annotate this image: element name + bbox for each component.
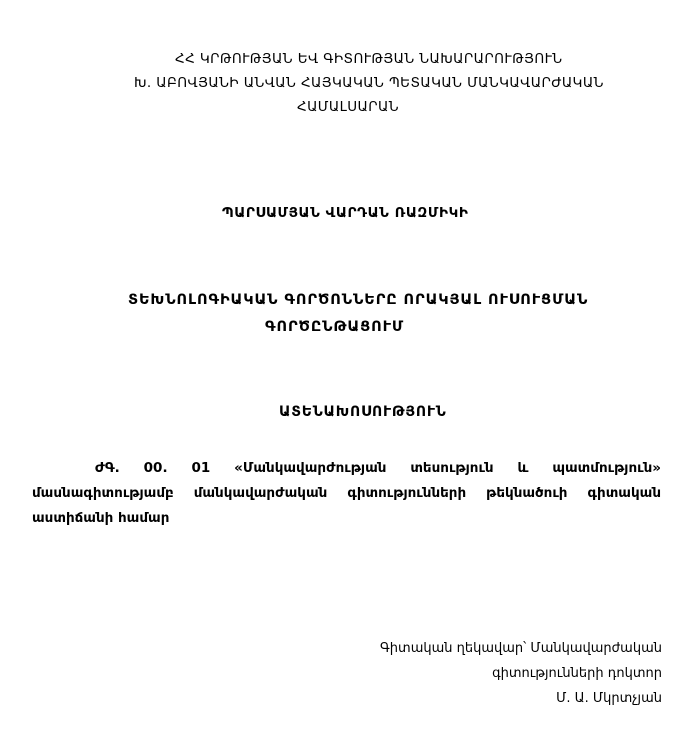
supervisor-name: Մ. Ա. Մկրտչյան [556, 691, 662, 706]
supervisor-degree: գիտությունների դոկտոր [492, 666, 662, 681]
specialty-line-1: ԺԳ. 00. 01 «Մանկավարժության տեսություն և պատմություն» [95, 460, 661, 476]
specialty-line-2: մասնագիտությամբ մանկավարժական գիտությունների թեկնածուի գիտական [32, 485, 661, 501]
document-type: ԱՏԵՆԱԽՈՍՈՒԹՅՈՒՆ [279, 404, 447, 420]
ministry-name: ՀՀ ԿՐԹՈՒԹՅԱՆ ԵՎ ԳԻՏՈՒԹՅԱՆ ՆԱԽԱՐԱՐՈՒԹՅՈՒՆ [175, 51, 563, 67]
university-name-line-2: ՀԱՄԱԼՍԱՐԱՆ [297, 99, 400, 115]
specialty-line-3: աստիճանի համար [32, 510, 170, 526]
dissertation-title-line-1: ՏԵԽՆՈԼՈԳԻԱԿԱՆ ԳՈՐԾՈՆՆԵՐԸ ՈՐԱԿՅԱԼ ՈՒՍՈՒՑՄԱՆ [128, 292, 589, 308]
supervisor-title: Գիտական ղեկավար՝ Մանկավարժական [380, 641, 662, 656]
university-name-line-1: Խ. ԱԲՈՎՅԱՆԻ ԱՆՎԱՆ ՀԱՅԿԱԿԱՆ ՊԵՏԱԿԱՆ ՄԱՆԿԱՎԱՐԺԱԿԱՆ [134, 75, 604, 91]
author-name: ՊԱՐՍԱՄՅԱՆ ՎԱՐԴԱՆ ՌԱԶՄԻԿԻ [222, 205, 469, 221]
dissertation-title-line-2: ԳՈՐԾԸՆԹԱՑՈՒՄ [265, 319, 405, 335]
